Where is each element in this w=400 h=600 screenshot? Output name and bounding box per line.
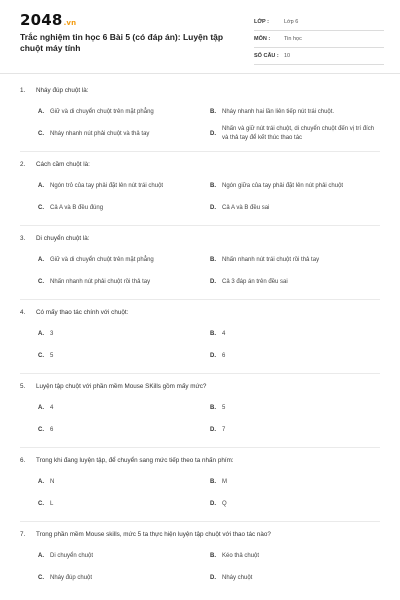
meta-key: SỐ CÂU : [254, 53, 279, 59]
question-divider [20, 521, 380, 522]
question-prompt: Có mấy thao tác chính với chuột: [36, 309, 129, 316]
question-prompt: Trong phần mềm Mouse skills, mức 5 ta thực hiện luyện tập chuột với thao tác nào? [36, 531, 271, 538]
option-a[interactable] [38, 101, 210, 123]
option-letter: C. [38, 130, 44, 137]
option-text: 4 [222, 330, 226, 337]
question-number: 4. [20, 309, 26, 316]
option-grid [20, 545, 380, 589]
option-text: 3 [50, 330, 54, 337]
question-1 [20, 85, 380, 152]
option-b[interactable] [210, 545, 382, 567]
meta-key: MÔN : [254, 36, 271, 42]
question-divider [20, 373, 380, 374]
option-letter: B. [210, 108, 216, 115]
option-a[interactable] [38, 471, 210, 493]
option-letter: B. [210, 552, 216, 559]
option-grid [20, 249, 380, 293]
page-header [0, 0, 400, 74]
meta-value: Lớp 6 [284, 19, 299, 25]
option-text: Ngón giữa của tay phải đặt lên nút phải chuột [222, 182, 344, 189]
option-letter: A. [38, 478, 44, 485]
option-d[interactable] [210, 493, 382, 515]
option-a[interactable] [38, 175, 210, 197]
option-text: 6 [50, 426, 54, 433]
quiz-title: Trắc nghiệm tin học 6 Bài 5 (có đáp án): Luyện tập chuột máy tính [20, 32, 224, 53]
option-b[interactable] [210, 397, 382, 419]
question-number: 2. [20, 161, 26, 168]
question-6 [20, 455, 380, 522]
question-3 [20, 233, 380, 300]
option-letter: B. [210, 182, 216, 189]
question-text [20, 455, 380, 467]
option-c[interactable] [38, 567, 210, 589]
option-letter: A. [38, 256, 44, 263]
option-c[interactable] [38, 419, 210, 441]
meta-value: 10 [284, 53, 291, 59]
option-a[interactable] [38, 545, 210, 567]
option-c[interactable] [38, 271, 210, 293]
option-d[interactable] [210, 271, 382, 293]
question-text [20, 159, 380, 171]
option-letter: C. [38, 426, 44, 433]
question-2 [20, 159, 380, 226]
option-b[interactable] [210, 249, 382, 271]
option-c[interactable] [38, 123, 210, 145]
option-grid [20, 175, 380, 219]
option-text: Giữ và di chuyển chuột trên mặt phẳng [50, 108, 154, 115]
meta-key: LỚP : [254, 19, 269, 25]
logo-suffix: .vn [63, 19, 77, 27]
option-letter: A. [38, 330, 44, 337]
option-c[interactable] [38, 345, 210, 367]
option-c[interactable] [38, 493, 210, 515]
option-b[interactable] [210, 323, 382, 345]
option-text: M [222, 478, 227, 485]
option-text: Kéo thả chuột [222, 552, 260, 559]
option-text: 5 [222, 404, 226, 411]
option-letter: C. [38, 204, 44, 211]
option-letter: D. [210, 130, 216, 137]
option-letter: B. [210, 478, 216, 485]
option-letter: D. [210, 278, 216, 285]
option-text: Nháy nhanh hai lần liên tiếp nút trái chuột. [222, 108, 335, 115]
option-letter: A. [38, 182, 44, 189]
question-text [20, 307, 380, 319]
option-letter: D. [210, 352, 216, 359]
question-number: 1. [20, 87, 26, 94]
question-prompt: Cách cầm chuột là: [36, 161, 90, 168]
question-4 [20, 307, 380, 374]
question-number: 5. [20, 383, 26, 390]
quiz-meta [254, 14, 384, 65]
option-d[interactable] [210, 197, 382, 219]
logo-text: 2048 [20, 11, 63, 29]
option-letter: D. [210, 204, 216, 211]
option-a[interactable] [38, 323, 210, 345]
option-letter: D. [210, 574, 216, 581]
option-grid [20, 471, 380, 515]
option-text: Giữ và di chuyển chuột trên mặt phẳng [50, 256, 154, 263]
question-list [0, 74, 400, 589]
option-text: Nhấn và giữ nút trái chuột, di chuyển chuột đến vị trí đích và thả tay để kết thúc thao tác [222, 126, 375, 141]
option-letter: A. [38, 552, 44, 559]
question-5 [20, 381, 380, 448]
option-text: Q [222, 500, 227, 507]
option-text: Nhấn nhanh nút trái chuột rồi thả tay [222, 256, 320, 263]
question-divider [20, 447, 380, 448]
option-c[interactable] [38, 197, 210, 219]
meta-row-class [254, 14, 384, 31]
option-letter: A. [38, 108, 44, 115]
option-d[interactable] [210, 567, 382, 589]
option-letter: C. [38, 500, 44, 507]
option-text: 4 [50, 404, 54, 411]
option-d[interactable] [210, 123, 382, 145]
option-grid [20, 323, 380, 367]
question-text [20, 529, 380, 541]
option-text: L [50, 500, 54, 507]
question-prompt: Trong khi đang luyện tập, để chuyển sang mức tiếp theo ta nhấn phím: [36, 457, 234, 464]
option-text: 7 [222, 426, 226, 433]
option-letter: C. [38, 278, 44, 285]
option-grid [20, 397, 380, 441]
option-letter: D. [210, 500, 216, 507]
option-text: Nháy đúp chuột [50, 574, 93, 581]
question-text [20, 85, 380, 97]
option-text: Nháy chuột [222, 574, 253, 581]
question-divider [20, 151, 380, 152]
question-text [20, 233, 380, 245]
meta-value: Tin học [284, 36, 302, 42]
question-number: 6. [20, 457, 26, 464]
option-b[interactable] [210, 101, 382, 123]
option-letter: B. [210, 330, 216, 337]
option-text: 5 [50, 352, 54, 359]
option-text: 6 [222, 352, 226, 359]
option-letter: A. [38, 404, 44, 411]
option-text: Ngón trỏ của tay phải đặt lên nút trái chuột [50, 182, 164, 189]
option-text: Nhấn nhanh nút phải chuột rồi thả tay [50, 278, 151, 285]
option-letter: B. [210, 404, 216, 411]
option-text: Nháy nhanh nút phải chuột và thả tay [50, 130, 150, 137]
option-text: Cả 3 đáp án trên đều sai [222, 278, 288, 285]
option-text: Di chuyển chuột [50, 552, 94, 559]
meta-row-subject [254, 31, 384, 48]
question-text [20, 381, 380, 393]
option-b[interactable] [210, 175, 382, 197]
question-divider [20, 225, 380, 226]
option-text: Cả A và B đều đúng [50, 204, 104, 211]
option-a[interactable] [38, 397, 210, 419]
question-divider [20, 299, 380, 300]
question-7 [20, 529, 380, 589]
meta-row-count [254, 48, 384, 65]
option-text: Cả A và B đều sai [222, 204, 270, 211]
option-grid [20, 101, 380, 145]
question-prompt: Nháy đúp chuột là: [36, 87, 89, 94]
question-prompt: Luyện tập chuột với phần mềm Mouse SKills gồm mấy mức? [36, 383, 207, 390]
question-prompt: Di chuyển chuột là: [36, 235, 90, 242]
option-b[interactable] [210, 471, 382, 493]
option-d[interactable] [210, 419, 382, 441]
option-text: N [50, 478, 55, 485]
option-letter: B. [210, 256, 216, 263]
option-letter: D. [210, 426, 216, 433]
option-letter: C. [38, 574, 44, 581]
option-a[interactable] [38, 249, 210, 271]
option-d[interactable] [210, 345, 382, 367]
option-letter: C. [38, 352, 44, 359]
question-number: 3. [20, 235, 26, 242]
question-number: 7. [20, 531, 26, 538]
